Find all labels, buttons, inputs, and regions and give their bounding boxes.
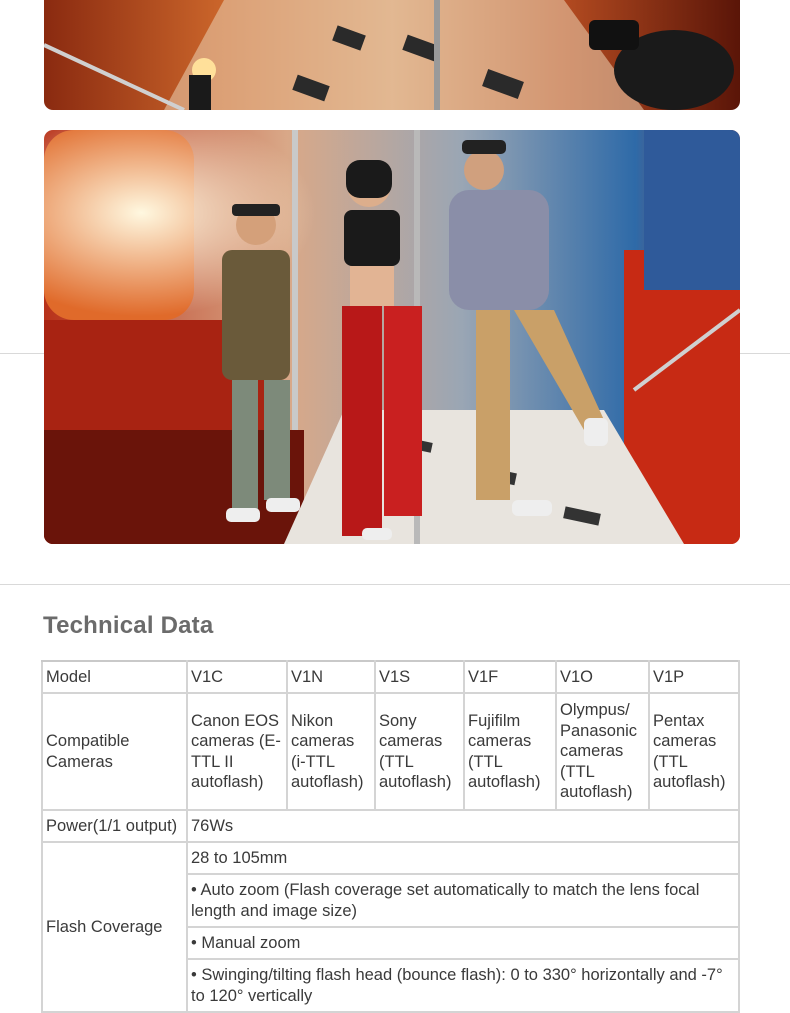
section-title: Technical Data: [43, 612, 214, 639]
model-v1s: V1S: [375, 661, 464, 693]
compatible-v1c: Canon EOS cameras (E-TTL II autoflash): [187, 693, 287, 810]
compatible-label: Compatible Cameras: [42, 693, 187, 810]
subway-dancers-image: [44, 130, 740, 544]
model-v1c: V1C: [187, 661, 287, 693]
table-row-coverage: [42, 842, 739, 874]
power-label: Power(1/1 output): [42, 810, 187, 842]
table-row-model: [42, 661, 739, 693]
coverage-auto-zoom: • Auto zoom (Flash coverage set automatically to match the lens focal length and image size): [187, 874, 739, 927]
model-v1f: V1F: [464, 661, 556, 693]
coverage-swing-head: • Swinging/tilting flash head (bounce flash): 0 to 330° horizontally and -7° to 120° vertically: [187, 959, 739, 1012]
subway-photoshoot-top-image: [44, 0, 740, 110]
model-label: Model: [42, 661, 187, 693]
technical-data-table: [41, 660, 740, 1013]
model-v1n: V1N: [287, 661, 375, 693]
table-row-compatible: [42, 693, 739, 810]
model-v1o: V1O: [556, 661, 649, 693]
coverage-label: Flash Coverage: [42, 842, 187, 1012]
compatible-v1s: Sony cameras (TTL autoflash): [375, 693, 464, 810]
compatible-v1o: Olympus/ Panasonic cameras (TTL autoflash): [556, 693, 649, 810]
model-v1p: V1P: [649, 661, 739, 693]
divider-bottom: [0, 584, 790, 585]
compatible-v1n: Nikon cameras (i-TTL autoflash): [287, 693, 375, 810]
table-row-power: [42, 810, 739, 842]
compatible-v1p: Pentax cameras (TTL autoflash): [649, 693, 739, 810]
compatible-v1f: Fujifilm cameras (TTL autoflash): [464, 693, 556, 810]
coverage-range: 28 to 105mm: [187, 842, 739, 874]
power-value: 76Ws: [187, 810, 739, 842]
coverage-manual-zoom: • Manual zoom: [187, 927, 739, 959]
